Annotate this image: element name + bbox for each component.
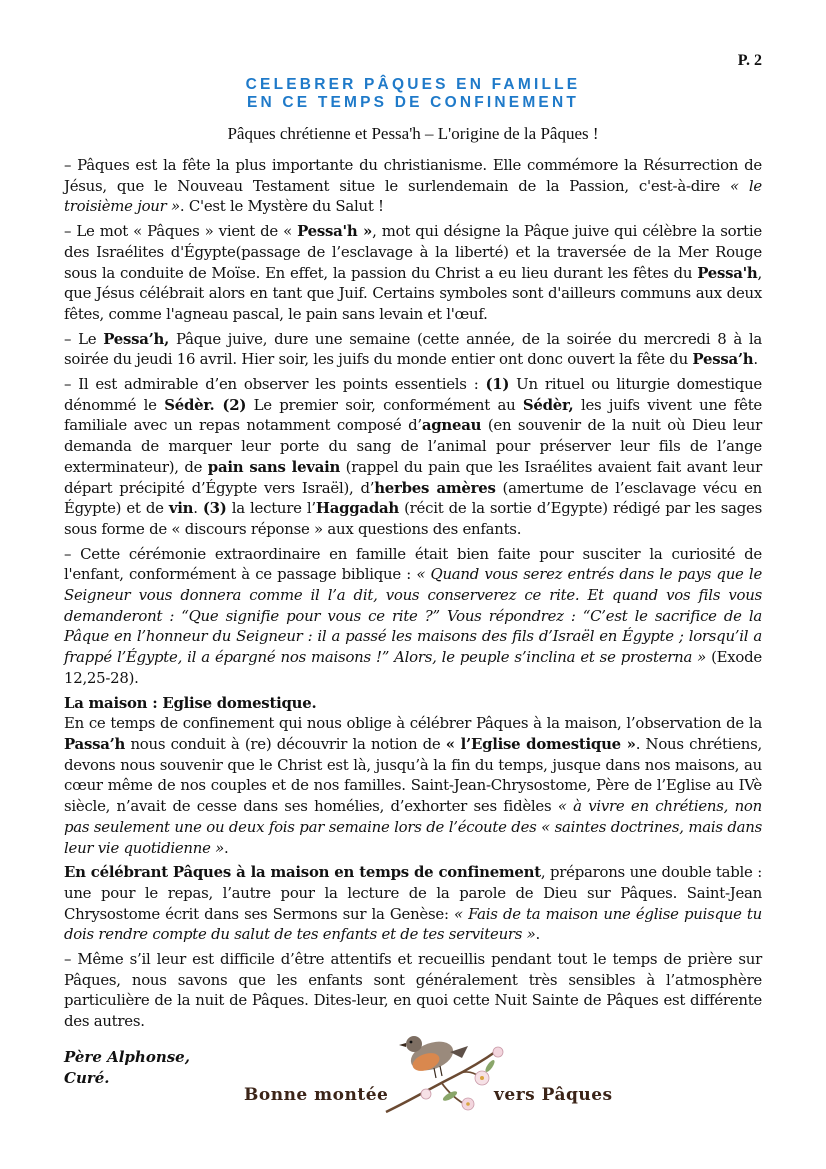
title-line-2: EN CE TEMPS DE CONFINEMENT (246, 94, 580, 111)
paragraph-3: – Le Pessa’h, Pâque juive, dure une semaine (cette année, de la soirée du mercredi 8 à la soirée du jeudi 16 avril. Hier soir, les juifs du monde entier ont donc ouvert la fête du Pessa’h. (64, 329, 762, 369)
title-line-1: CELEBRER PÂQUES EN FAMILLE (245, 76, 581, 93)
paragraph-4: – Il est admirable d’en observer les points essentiels : (1) Un rituel ou liturgie domestique dénommé le Sédèr. (2) Le premier soir, conformément au Sédèr, les juifs vivent une fête familiale avec un repas notamment composé d’agneau (en souvenir de la nuit où Dieu leur demanda de marquer leur porte du sang de l’animal pour préserver leur fils de l’ange exterminateur), de pain sans levain (rappel du pain que les Israélites avaient fait avant leur départ précipité d’Égypte vers Israël), d’herbes amères (amertume de l’esclavage vécu en Égypte) et de vin. (3) la lecture l’Haggadah (récit de la sortie d’Egypte) rédigé par les sages sous forme de « discours réponse » aux questions des enfants. (64, 375, 763, 538)
paragraph-6: En ce temps de confinement qui nous oblige à célébrer Pâques à la maison, l’observation de la Passa’h nous conduit à (re) découvrir la notion de « l’Eglise domestique ». Nous chrétiens, devons nous souvenir que le Christ est là, jusqu’à la fin du temps, jusque dans nos maisons, au cœur même de nos couples et de nos familles. Saint-Jean-Chrysostome, Père de l’Eglise au IVè siècle, n’avait de cesse dans ses homélies, d’exhorter ses fidèles « à vivre en chrétiens, non pas seulement une ou deux fois par semaine lors de l’écoute des « saintes doctrines, mais dans leur vie quotidienne ». (64, 714, 762, 857)
paragraph-1: – Pâques est la fête la plus importante du christianisme. Elle commémore la Résurrection de Jésus, que le Nouveau Testament situe le surlendemain de la Passion, c'est-à-dire « le troisième jour ». C'est le Mystère du Salut ! (64, 156, 762, 216)
greeting-left-text: Bonne montée (244, 1085, 389, 1105)
signature-name: Père Alphonse, (64, 1048, 190, 1066)
paragraph-7: En célébrant Pâques à la maison en temps de confinement, préparons une double table : une pour le repas, l’autre pour la lecture de la parole de Dieu sur Pâques. Saint-Jean Chrysostome écrit dans ses Sermons sur la Genèse: « Fais de ta maison une église puisque tu dois rendre compte du salut de tes enfants et de tes serviteurs ». (64, 863, 762, 944)
signature-role: Curé. (64, 1069, 110, 1087)
signature (64, 1047, 190, 1089)
greeting-right-text: vers Pâques (494, 1085, 613, 1105)
paragraph-8: – Même s’il leur est difficile d’être attentifs et recueillis pendant tout le temps de prière sur Pâques, nous savons que les enfants sont généralement très sensibles à l’atmosphère particulière de la nuit de Pâques. Dites-leur, en quoi cette Nuit Sainte de Pâques est différente des autres. (64, 950, 762, 1031)
subtitle: Pâques chrétienne et Pessa'h – L'origine de la Pâques ! (227, 124, 599, 143)
bird-icon (399, 1036, 468, 1078)
article-body (64, 155, 762, 1036)
section-heading: La maison : Eglise domestique. (64, 693, 317, 712)
page-number: P. 2 (737, 52, 762, 69)
paragraph-2: – Le mot « Pâques » vient de « Pessa'h », mot qui désigne la Pâque juive qui célèbre la sortie des Israélites d'Égypte(passage de l’esclavage à la liberté) et la traversée de la Mer Rouge sous la conduite de Moïse. En effet, la passion du Christ a eu lieu durant les fêtes du Pessa'h, que Jésus célébrait alors en tant que Juif. Certains symboles sont d'ailleurs communs aux deux fêtes, comme l'agneau pascal, le pain sans levain et l'œuf. (64, 222, 762, 323)
paragraph-5: – Cette cérémonie extraordinaire en famille était bien faite pour susciter la curiosité de l'enfant, conformément à ce passage biblique : « Quand vous serez entrés dans le pays que le Seigneur vous donnera comme il l’a dit, vous conserverez ce rite. Et quand vos fils vous demanderont : “Que signifie pour vous ce rite ?” Vous répondrez : “C’est le sacrifice de la Pâque en l’honneur du Seigneur : il a passé les maisons des fils d’Israël en Égypte ; lorsqu’il a frappé l’Égypte, il a épargné nos maisons !” Alors, le peuple s’inclina et se prosterna » (Exode 12,25-28). (64, 544, 763, 687)
